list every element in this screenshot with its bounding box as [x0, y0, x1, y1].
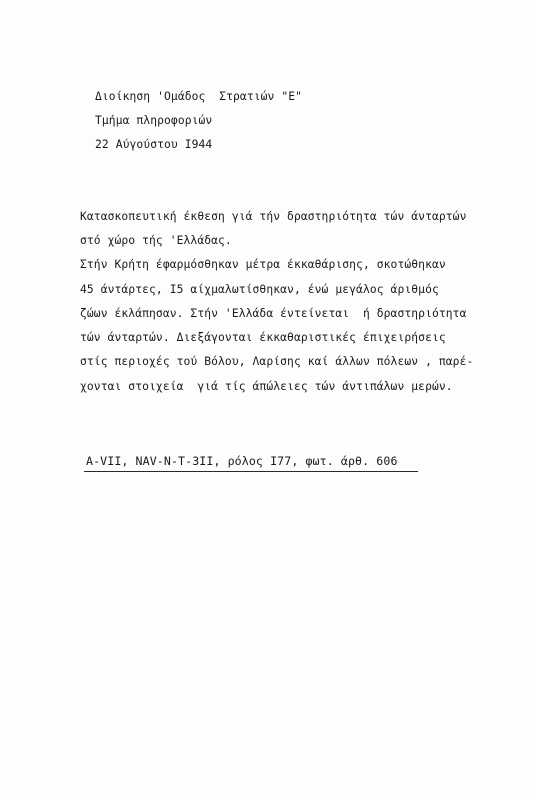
body-line: στό χώρο τής 'Ελλάδας.: [80, 234, 232, 247]
body-line: Στήν Κρήτη έφαρμόσθηκαν μέτρα έκκαθάρισης, σκοτώθηκαν: [80, 258, 446, 271]
archive-reference: A-VII, NAV-N-T-3II, ρόλος I77, φωτ. άρθ. 606: [86, 454, 398, 468]
body-line: στίς περιοχές τού Βόλου, Λαρίσης καί άλλων πόλεων , παρέ-: [80, 355, 474, 368]
body-line: ζώων έκλάπησαν. Στήν 'Ελλάδα έντείνεται ή δραστηριότητα: [80, 307, 467, 320]
header-line-command: Διοίκηση 'Ομάδος Στρατιών "Ε": [95, 90, 303, 103]
reference-underline: [84, 471, 418, 472]
body-line: 45 άντάρτες, I5 αίχμαλωτίσθηκαν, ένώ μεγάλος άριθμός: [80, 283, 439, 296]
header-line-department: Τμήμα πληροφοριών: [95, 114, 213, 127]
body-line: Κατασκοπευτική έκθεση γιά τήν δραστηριότητα τών άνταρτών: [80, 210, 467, 223]
header-line-date: 22 Αύγούστου I944: [95, 138, 213, 151]
body-line: τών άνταρτών. Διεξάγονται έκκαθαριστικές έπιχειρήσεις: [80, 331, 446, 344]
body-line: χονται στοιχεία γιά τίς άπώλειες τών άντιπάλων μερών.: [80, 380, 453, 393]
